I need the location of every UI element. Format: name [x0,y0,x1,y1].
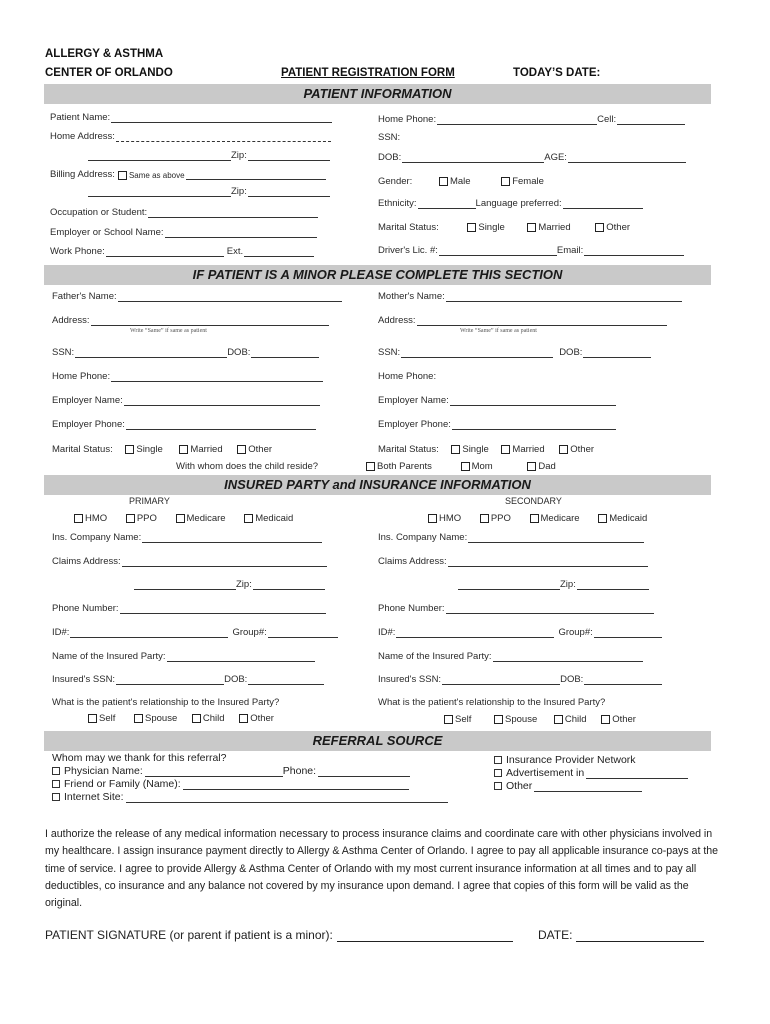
patient-name-field[interactable]: Patient Name: [50,112,332,123]
todays-date-label: TODAY’S DATE: [513,67,601,79]
primary-zip-field[interactable]: Zip: [134,579,325,590]
section-referral-source: REFERRAL SOURCE [44,731,711,751]
primary-id-group-field[interactable]: ID#: Group#: [52,627,338,638]
secondary-medicare-checkbox[interactable] [530,514,539,523]
gender-field: Gender: Male Female [378,176,544,187]
insurance-network-checkbox[interactable] [494,756,502,764]
primary-ins-company-field[interactable]: Ins. Company Name: [52,532,322,543]
authorization-text: I authorize the release of any medical information necessary to process insurance claims and coordinate care with other physicians involved in my healthcare. I assign insurance payment directly to Allergy & Asthma Center of Orlando. I agree to pay all applicable insurance co-pays at the time of service. I agree to provide Allergy & Asthma Center of Orlando with my most current insurance information at all times and to pay all deductibles, co insurance and any balance not covered by my insurance upon demand. I agree that copies of this form will be valid as the original. [45,828,719,910]
secondary-plan-type: HMO PPO Medicare Medicaid [428,513,647,524]
primary-relationship-question: What is the patient's relationship to the Insured Party? [52,697,280,708]
secondary-phone-field[interactable]: Phone Number: [378,603,654,614]
other-referral-field[interactable]: Other [494,780,642,792]
female-checkbox[interactable] [501,177,510,186]
mother-employer-name-field[interactable]: Employer Name: [378,395,616,406]
internet-site-field[interactable]: Internet Site: [52,791,448,803]
signature-date-field[interactable]: DATE: [538,928,704,942]
father-employer-name-field[interactable]: Employer Name: [52,395,320,406]
secondary-hmo-checkbox[interactable] [428,514,437,523]
secondary-relationship-options: Self Spouse Child Other [444,714,636,725]
father-address-field[interactable]: Address: [52,315,329,326]
employer-school-field[interactable]: Employer or School Name: [50,227,317,238]
ethnicity-language-field[interactable]: Ethnicity: Language preferred: [378,198,643,209]
primary-phone-field[interactable]: Phone Number: [52,603,326,614]
primary-insured-name-field[interactable]: Name of the Insured Party: [52,651,315,662]
ssn-field[interactable]: SSN: [378,132,401,143]
mother-name-field[interactable]: Mother's Name: [378,291,682,302]
home-phone-field[interactable]: Home Phone: Cell: [378,114,685,125]
father-other-checkbox[interactable] [237,445,246,454]
primary-relationship-options: Self Spouse Child Other [88,713,274,724]
primary-ppo-checkbox[interactable] [126,514,135,523]
father-name-field[interactable]: Father's Name: [52,291,342,302]
mother-ssn-dob-field[interactable]: SSN: DOB: [378,347,651,358]
primary-spouse-checkbox[interactable] [134,714,143,723]
father-ssn-dob-field[interactable]: SSN: DOB: [52,347,319,358]
occupation-field[interactable]: Occupation or Student: [50,207,318,218]
home-address-field[interactable]: Home Address: [50,131,331,142]
org-name-line2: CENTER OF ORLANDO [45,67,173,79]
secondary-ins-company-field[interactable]: Ins. Company Name: [378,532,644,543]
secondary-id-group-field[interactable]: ID#: Group#: [378,627,662,638]
insurance-network-option[interactable]: Insurance Provider Network [494,754,636,766]
male-checkbox[interactable] [439,177,448,186]
secondary-medicaid-checkbox[interactable] [598,514,607,523]
secondary-spouse-checkbox[interactable] [494,715,503,724]
mom-checkbox[interactable] [461,462,470,471]
friend-family-field[interactable]: Friend or Family (Name): [52,778,409,790]
internet-checkbox[interactable] [52,793,60,801]
drivers-lic-email-field[interactable]: Driver's Lic. #: Email: [378,245,684,256]
secondary-ppo-checkbox[interactable] [480,514,489,523]
primary-insured-ssn-dob-field[interactable]: Insured's SSN: DOB: [52,674,324,685]
father-home-phone-field[interactable]: Home Phone: [52,371,323,382]
primary-self-checkbox[interactable] [88,714,97,723]
primary-label: PRIMARY [129,496,170,506]
mother-address-field[interactable]: Address: [378,315,667,326]
mother-married-checkbox[interactable] [501,445,510,454]
home-zip-field[interactable]: Zip: [88,150,330,161]
advertisement-checkbox[interactable] [494,769,502,777]
primary-other-checkbox[interactable] [239,714,248,723]
mother-employer-phone-field[interactable]: Employer Phone: [378,419,616,430]
section-insurance: INSURED PARTY and INSURANCE INFORMATION [44,475,711,495]
write-same-hint-left: Write “Same” if same as patient [130,328,207,334]
primary-hmo-checkbox[interactable] [74,514,83,523]
same-as-above-checkbox[interactable] [118,171,127,180]
both-parents-checkbox[interactable] [366,462,375,471]
mother-other-checkbox[interactable] [559,445,568,454]
dob-age-field[interactable]: DOB: AGE: [378,152,686,163]
friend-family-checkbox[interactable] [52,780,60,788]
primary-claims-address-field[interactable]: Claims Address: [52,556,327,567]
secondary-insured-ssn-dob-field[interactable]: Insured's SSN: DOB: [378,674,662,685]
primary-plan-type: HMO PPO Medicare Medicaid [74,513,293,524]
primary-child-checkbox[interactable] [192,714,201,723]
secondary-label: SECONDARY [505,496,562,506]
billing-zip-field[interactable]: Zip: [88,186,330,197]
primary-medicaid-checkbox[interactable] [244,514,253,523]
father-single-checkbox[interactable] [125,445,134,454]
other-referral-checkbox[interactable] [494,782,502,790]
secondary-child-checkbox[interactable] [554,715,563,724]
father-employer-phone-field[interactable]: Employer Phone: [52,419,316,430]
secondary-relationship-question: What is the patient's relationship to the Insured Party? [378,697,606,708]
other-checkbox[interactable] [595,223,604,232]
referral-question: Whom may we thank for this referral? [52,752,227,764]
form-title: PATIENT REGISTRATION FORM [281,67,455,79]
single-checkbox[interactable] [467,223,476,232]
patient-signature-field[interactable]: PATIENT SIGNATURE (or parent if patient is a minor): [45,928,513,942]
secondary-zip-field[interactable]: Zip: [458,579,649,590]
work-phone-field[interactable]: Work Phone: Ext. [50,246,314,257]
secondary-other-checkbox[interactable] [601,715,610,724]
married-checkbox[interactable] [527,223,536,232]
write-same-hint-right: Write “Same” if same as patient [460,328,537,334]
physician-checkbox[interactable] [52,767,60,775]
mother-marital-status: Marital Status: Single Married Other [378,444,595,455]
mother-single-checkbox[interactable] [451,445,460,454]
billing-address-field[interactable]: Billing Address: Same as above [50,169,326,180]
secondary-self-checkbox[interactable] [444,715,453,724]
primary-medicare-checkbox[interactable] [176,514,185,523]
father-marital-status: Marital Status: Single Married Other [52,444,273,455]
mother-home-phone-field[interactable]: Home Phone: [378,371,437,382]
secondary-insured-name-field[interactable]: Name of the Insured Party: [378,651,643,662]
physician-phone-field[interactable]: Physician Name: Phone: [52,765,410,777]
marital-status-field: Marital Status: Single Married Other [378,222,631,233]
father-married-checkbox[interactable] [179,445,188,454]
section-patient-information: PATIENT INFORMATION [44,84,711,104]
child-reside-question: With whom does the child reside? [176,461,319,472]
child-reside-options: Both Parents Mom Dad [366,461,556,472]
dad-checkbox[interactable] [527,462,536,471]
org-name-line1: ALLERGY & ASTHMA [45,48,164,60]
section-minor: IF PATIENT IS A MINOR PLEASE COMPLETE THIS SECTION [44,265,711,285]
secondary-claims-address-field[interactable]: Claims Address: [378,556,648,567]
advertisement-field[interactable]: Advertisement in [494,767,688,779]
